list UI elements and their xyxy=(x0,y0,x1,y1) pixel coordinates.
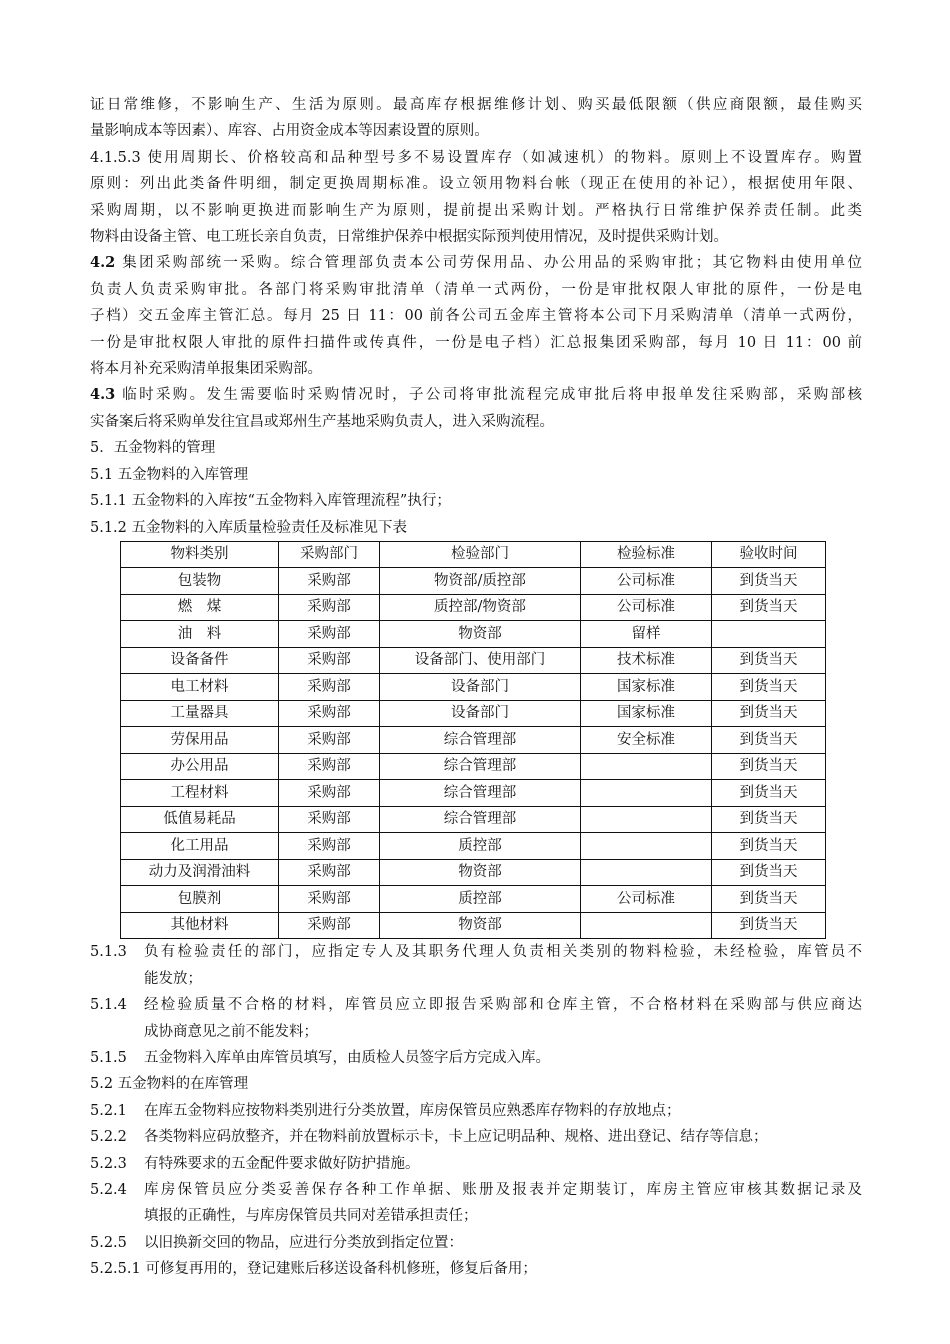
table-cell: 物资部/质控部 xyxy=(380,568,581,595)
table-cell: 物资部 xyxy=(380,912,581,939)
numbered-item xyxy=(90,939,862,992)
table-cell xyxy=(712,621,826,648)
table-cell: 工程材料 xyxy=(121,780,279,807)
table-cell: 质控部/物资部 xyxy=(380,594,581,621)
section-5-1-items xyxy=(90,939,862,1071)
table-cell: 公司标准 xyxy=(581,594,712,621)
table-cell: 采购部 xyxy=(279,647,380,674)
table-cell: 采购部 xyxy=(279,753,380,780)
table-cell: 到货当天 xyxy=(712,594,826,621)
item-text xyxy=(144,1230,862,1256)
item-text xyxy=(144,1124,862,1150)
table-cell: 设备部门 xyxy=(380,700,581,727)
table-cell: 设备部门、使用部门 xyxy=(380,647,581,674)
item-text xyxy=(144,1098,862,1124)
table-row xyxy=(121,753,826,780)
table-cell: 化工用品 xyxy=(121,833,279,860)
table-cell: 到货当天 xyxy=(712,700,826,727)
item-line: 有特殊要求的五金配件要求做好防护措施。 xyxy=(144,1155,420,1172)
table-cell: 采购部 xyxy=(279,674,380,701)
numbered-item xyxy=(90,1045,862,1071)
numbered-item xyxy=(90,1177,862,1230)
table-cell: 采购部 xyxy=(279,912,380,939)
table-row xyxy=(121,647,826,674)
section-4-2-number: 4.2 xyxy=(90,254,116,272)
item-line: 经检验质量不合格的材料，库管员应立即报告采购部和仓库主管，不合格材料在采购部与供应商达 xyxy=(144,997,862,1014)
item-line: 在库五金物料应按物料类别进行分类放置，库房保管员应熟悉库存物料的存放地点； xyxy=(144,1102,681,1119)
item-line: 填报的正确性，与库房保管员共同对差错承担责任； xyxy=(144,1208,478,1225)
section-4-2-line: 负责人负责采购审批。各部门将采购审批清单（清单一式两份，一份是审批权限人审批的原件，一份是电 xyxy=(90,281,862,298)
table-cell: 综合管理部 xyxy=(380,753,581,780)
section-4-2-line: 子档）交五金库主管汇总。每月 25 日 11：00 前各公司五金库主管将本公司下月采购清单（清单一式两份， xyxy=(90,308,862,325)
item-number: 5.1.3 xyxy=(90,944,127,961)
numbered-item xyxy=(90,1098,862,1124)
item-line: 负有检验责任的部门，应指定专人及其职务代理人负责相关类别的物料检验，未经检验，库管员不 xyxy=(144,944,862,961)
section-4-2-text: 集团采购部统一采购。综合管理部负责本公司劳保用品、办公用品的采购审批；其它物料由使用单位 xyxy=(115,255,862,272)
table-cell: 物资部 xyxy=(380,621,581,648)
table-cell: 设备部门 xyxy=(380,674,581,701)
table-header-row xyxy=(121,541,826,568)
document-page xyxy=(90,92,862,1283)
table-header-cell: 检验部门 xyxy=(380,541,581,568)
table-cell: 采购部 xyxy=(279,780,380,807)
table-cell: 到货当天 xyxy=(712,833,826,860)
item-text xyxy=(144,1045,862,1071)
section-5-heading: 5．五金物料的管理 xyxy=(90,440,216,457)
section-4-2-line: 一份是审批权限人审批的原件扫描件或传真件，一份是电子档）汇总报集团采购部，每月 10 日 11：00 前 xyxy=(90,334,862,351)
table-cell: 到货当天 xyxy=(712,647,826,674)
item-number: 5.2.1 xyxy=(90,1102,127,1119)
table-cell: 采购部 xyxy=(279,806,380,833)
section-5-2-5-1: 5.2.5.1 可修复再用的，登记建账后移送设备科机修班，修复后备用； xyxy=(90,1261,537,1278)
section-4-1-5-3-line: 4.1.5.3 使用周期长、价格较高和品种型号多不易设置库存（如减速机）的物料。原则上不设置库存。购置 xyxy=(90,149,862,166)
item-line: 能发放； xyxy=(144,970,202,987)
numbered-item xyxy=(90,1151,862,1177)
table-cell: 质控部 xyxy=(380,886,581,913)
section-4-1-5-3-line: 原则：列出此类备件明细，制定更换周期标准。设立领用物料台帐（现正在使用的补记），根据使用年限、 xyxy=(90,176,862,193)
numbered-item xyxy=(90,992,862,1045)
table-cell: 质控部 xyxy=(380,833,581,860)
table-row xyxy=(121,594,826,621)
table-cell: 工量器具 xyxy=(121,700,279,727)
table-cell: 综合管理部 xyxy=(380,806,581,833)
table-cell: 公司标准 xyxy=(581,886,712,913)
table-row xyxy=(121,700,826,727)
table-cell xyxy=(581,806,712,833)
item-line: 各类物料应码放整齐，并在物料前放置标示卡，卡上应记明品种、规格、进出登记、结存等信息； xyxy=(144,1129,768,1146)
table-cell: 到货当天 xyxy=(712,568,826,595)
section-4-3-line xyxy=(90,382,862,408)
item-number: 5.2.2 xyxy=(90,1129,127,1146)
numbered-item xyxy=(90,1124,862,1150)
table-header-cell: 检验标准 xyxy=(581,541,712,568)
table-cell: 到货当天 xyxy=(712,780,826,807)
table-cell: 采购部 xyxy=(279,859,380,886)
item-line: 以旧换新交回的物品，应进行分类放到指定位置： xyxy=(144,1234,463,1251)
table-cell: 采购部 xyxy=(279,727,380,754)
section-4-3-text: 临时采购。发生需要临时采购情况时，子公司将审批流程完成审批后将申报单发往采购部，采购部核 xyxy=(115,387,862,404)
table-cell: 国家标准 xyxy=(581,674,712,701)
section-5-1-1: 5.1.1 五金物料的入库按“五金物料入库管理流程”执行； xyxy=(90,493,451,510)
item-line: 成协商意见之前不能发料； xyxy=(144,1023,318,1040)
table-cell: 包膜剂 xyxy=(121,886,279,913)
table-cell: 到货当天 xyxy=(712,859,826,886)
table-row xyxy=(121,833,826,860)
table-row xyxy=(121,568,826,595)
numbered-item xyxy=(90,1230,862,1256)
table-cell: 办公用品 xyxy=(121,753,279,780)
table-cell: 综合管理部 xyxy=(380,727,581,754)
section-4-1-5-3-line: 采购周期，以不影响更换进而影响生产为原则，提前提出采购计划。严格执行日常维护保养责任制。此类 xyxy=(90,202,862,219)
section-5-1-heading: 5.1 五金物料的入库管理 xyxy=(90,466,249,483)
section-4-2-line xyxy=(90,250,862,276)
table-cell: 采购部 xyxy=(279,833,380,860)
table-row xyxy=(121,780,826,807)
table-cell: 到货当天 xyxy=(712,912,826,939)
section-4-3-number: 4.3 xyxy=(90,386,116,404)
section-4-2-line: 将本月补充采购清单报集团采购部。 xyxy=(90,361,322,378)
table-header-cell: 物料类别 xyxy=(121,541,279,568)
section-4-3-line: 实备案后将采购单发往宜昌或郑州生产基地采购负责人，进入采购流程。 xyxy=(90,413,554,430)
item-text xyxy=(144,1177,862,1230)
intro-line: 量影响成本等因素）、库容、占用资金成本等因素设置的原则。 xyxy=(90,123,489,140)
item-number: 5.1.5 xyxy=(90,1050,127,1067)
item-number: 5.1.4 xyxy=(90,997,127,1014)
table-cell: 动力及润滑油料 xyxy=(121,859,279,886)
table-cell: 到货当天 xyxy=(712,674,826,701)
table-cell xyxy=(581,912,712,939)
table-cell xyxy=(581,859,712,886)
table-row xyxy=(121,674,826,701)
table-row xyxy=(121,912,826,939)
table-cell: 油 料 xyxy=(121,621,279,648)
table-cell: 到货当天 xyxy=(712,806,826,833)
table-cell: 技术标准 xyxy=(581,647,712,674)
section-5-2-items xyxy=(90,1098,862,1256)
item-number: 5.2.4 xyxy=(90,1182,127,1199)
table-cell: 采购部 xyxy=(279,886,380,913)
table-header-cell: 采购部门 xyxy=(279,541,380,568)
table-cell: 采购部 xyxy=(279,700,380,727)
table-row xyxy=(121,886,826,913)
inspection-table xyxy=(120,541,826,940)
table-cell: 低值易耗品 xyxy=(121,806,279,833)
item-line: 库房保管员应分类妥善保存各种工作单据、账册及报表并定期装订，库房主管应审核其数据记录及 xyxy=(144,1182,862,1199)
item-number: 5.2.3 xyxy=(90,1155,127,1172)
table-cell: 综合管理部 xyxy=(380,780,581,807)
table-cell: 留样 xyxy=(581,621,712,648)
item-text xyxy=(144,939,862,992)
item-number: 5.2.5 xyxy=(90,1234,127,1251)
table-row xyxy=(121,621,826,648)
table-cell: 安全标准 xyxy=(581,727,712,754)
table-body xyxy=(121,568,826,939)
table-cell: 物资部 xyxy=(380,859,581,886)
table-cell: 采购部 xyxy=(279,594,380,621)
table-row xyxy=(121,859,826,886)
table-cell: 国家标准 xyxy=(581,700,712,727)
table-cell: 到货当天 xyxy=(712,886,826,913)
intro-line: 证日常维修，不影响生产、生活为原则。最高库存根据维修计划、购买最低限额（供应商限额，最佳购买 xyxy=(90,97,862,113)
table-cell xyxy=(581,753,712,780)
item-text xyxy=(144,1151,862,1177)
table-cell xyxy=(581,780,712,807)
item-line: 五金物料入库单由库管员填写，由质检人员签字后方完成入库。 xyxy=(144,1050,550,1067)
table-cell: 公司标准 xyxy=(581,568,712,595)
section-5-1-2: 5.1.2 五金物料的入库质量检验责任及标准见下表 xyxy=(90,519,408,536)
table-cell: 其他材料 xyxy=(121,912,279,939)
section-5-2-heading: 5.2 五金物料的在库管理 xyxy=(90,1076,249,1093)
table-cell: 采购部 xyxy=(279,568,380,595)
table-row xyxy=(121,727,826,754)
table-cell: 到货当天 xyxy=(712,727,826,754)
table-cell: 设备备件 xyxy=(121,647,279,674)
item-text xyxy=(144,992,862,1045)
table-header-cell: 验收时间 xyxy=(712,541,826,568)
table-cell: 劳保用品 xyxy=(121,727,279,754)
table-cell: 燃 煤 xyxy=(121,594,279,621)
table-cell: 包装物 xyxy=(121,568,279,595)
table-cell: 采购部 xyxy=(279,621,380,648)
table-cell: 到货当天 xyxy=(712,753,826,780)
table-cell xyxy=(581,833,712,860)
table-row xyxy=(121,806,826,833)
table-cell: 电工材料 xyxy=(121,674,279,701)
section-4-1-5-3-line: 物料由设备主管、电工班长亲自负责，日常维护保养中根据实际预判使用情况，及时提供采购计划。 xyxy=(90,229,728,246)
